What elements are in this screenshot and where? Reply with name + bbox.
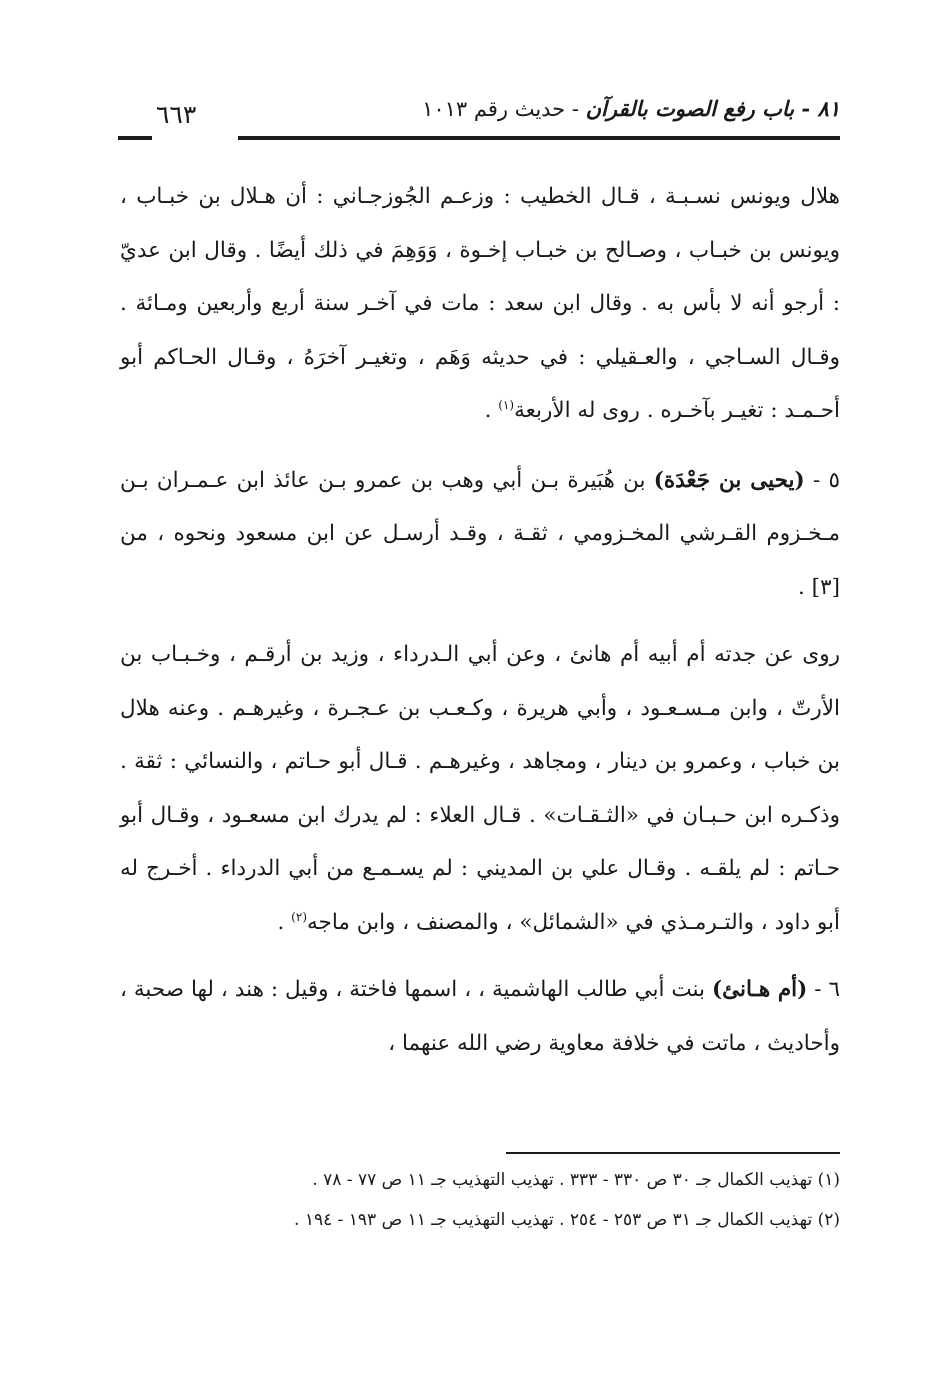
entry-name-umm-hani: (أم هـانئ) [711,977,808,1002]
paragraph-entry-5: ٥ - (يحيى بن جَعْدَة) بن هُبَيرة بـن أبي وهب بن عمرو بـن عائذ ابن عـمـران بـن مـخـزوم القـرشي المخـزومي ، ثقـة ، وقـد أرسـل عن ابن مسعود ونحوه ، من [٣] . [120,467,840,600]
footnote-marker-1: (١) [498,397,515,412]
footnote-2: (٢) تهذيب الكمال جـ ٣١ ص ٢٥٣ - ٢٥٤ . تهذيب التهذيب جـ ١١ ص ١٩٣ - ١٩٤ . [294,1210,840,1230]
main-text [120,170,840,1084]
paragraph-yahya-narrations: روى عن جدته أم أبيه أم هانئ ، وعن أبي الـدرداء ، وزيد بن أرقـم ، وخـبـاب بن الأرتّ ، وابن مـسـعـود ، وأبي هريرة ، وكـعـب بن عـجـرة ، وغيرهـم . وعنه هلال بن خباب ، وعمرو بن دينار ، ومجاهد ، وغيرهـم . قـال أبو حـاتم ، والنسائي : ثقة . وذكـره ابن حـبـان في «الثـقـات» . قـال العلاء : لم يدرك ابن مسعـود ، وقـال أبو حـاتم : لم يلقـه . وقـال علي بن المديني : لم يسـمـع من أبي الدرداء . أخـرج له أبو داود ، والتـرمـذي في «الشمائل» ، والمصنف ، وابن ماجه$^{(٢)}$ . [120,642,840,935]
header-rule-short [118,136,152,140]
footnote-marker-2: (٢) [291,909,307,924]
paragraph-hilal: هلال ويونس نسـبـة ، قـال الخطيب : وزعـم الجُوزجـاني : أن هـلال بن خبـاب ، ويونس بن خبـاب ، وصـالح بن خبـاب إخـوة ، وَوَهِمَ في ذلك أيضًا . وقال ابن عديّ : أرجو أنه لا بأس به . وقال ابن سعد : مات في آخـر سنة أربع وأربعين ومـائة . وقـال السـاجي ، والعـقيلي : في حديثه وَهَم ، وتغيـر آخرَهُ ، وقـال الحـاكم أبو أحـمـد : تغيـر بآخـره . روى له الأربعة$^{(١)}$ . [120,184,840,423]
entry-number: ٦ - [807,977,841,1002]
header-rule [238,136,840,140]
header-title [422,96,840,121]
running-header [118,92,840,142]
hadith-reference: - حديث رقم ١٠١٣ [422,97,586,121]
footnotes [120,1160,840,1240]
chapter-title: ٨١ - باب رفع الصوت بالقرآن [585,96,840,121]
footnote-1: (١) تهذيب الكمال جـ ٣٠ ص ٣٣٠ - ٣٣٣ . تهذيب التهذيب جـ ١١ ص ٧٧ - ٧٨ . [312,1170,840,1190]
footnote-separator [506,1152,840,1154]
paragraph-entry-6: ٦ - (أم هـانئ) بنت أبي طالب الهاشمية ، ، اسمها فاختة ، وقيل : هند ، لها صحبة ، وأحاديث ، ماتت في خلافة معاوية رضي الله عنهما ، [120,977,841,1056]
entry-name-yahya: (يحيى بن جَعْدَة) [653,467,805,493]
entry-number: ٥ - [804,467,840,493]
page-number: ٦٦٣ [156,100,197,129]
